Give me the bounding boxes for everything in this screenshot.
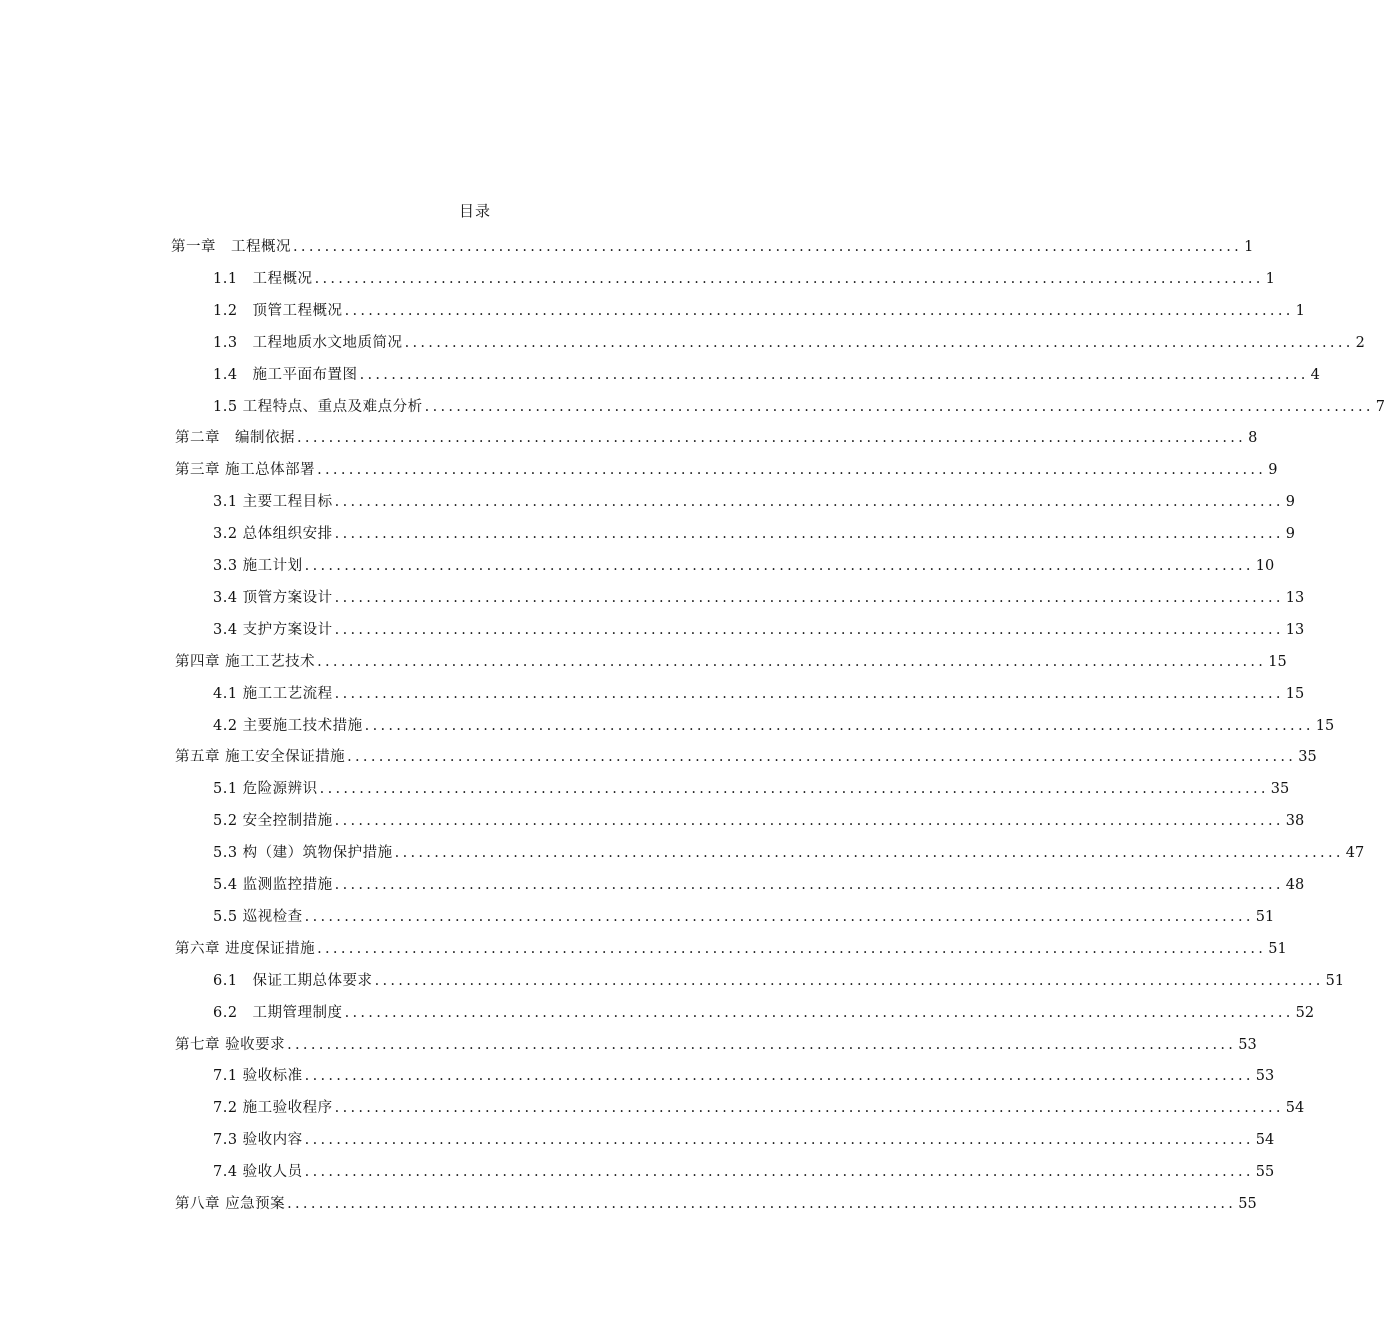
toc-section-entry[interactable] bbox=[213, 867, 1305, 895]
toc-entry-label: 6.1 保证工期总体要求 bbox=[213, 973, 373, 989]
toc-entry-label: 第二章 编制依据 bbox=[175, 430, 295, 446]
toc-page-number: 15 bbox=[1268, 654, 1287, 670]
toc-dot-leader: ........................................................................................................................ bbox=[347, 749, 1297, 765]
toc-page-number: 9 bbox=[1285, 526, 1296, 542]
toc-entry-label: 3.1 主要工程目标 bbox=[213, 494, 333, 510]
toc-page-number: 13 bbox=[1285, 590, 1305, 606]
toc-page-number: 1 bbox=[1295, 303, 1305, 319]
toc-dot-leader: ........................................................................................................................ bbox=[304, 909, 1254, 925]
toc-section-entry[interactable] bbox=[213, 1058, 1275, 1086]
toc-chapter-entry[interactable] bbox=[175, 1186, 1257, 1214]
toc-dot-leader: ........................................................................................................................ bbox=[334, 813, 1284, 829]
toc-chapter-entry[interactable] bbox=[175, 644, 1287, 672]
toc-section-entry[interactable] bbox=[213, 261, 1275, 289]
toc-entry-label: 1.2 顶管工程概况 bbox=[213, 303, 343, 319]
toc-entry-label: 5.5 巡视检查 bbox=[213, 909, 303, 925]
toc-page-number: 48 bbox=[1285, 877, 1305, 893]
toc-section-entry[interactable] bbox=[213, 771, 1290, 799]
toc-entry-label: 第三章 施工总体部署 bbox=[175, 462, 316, 478]
toc-page-number: 54 bbox=[1255, 1132, 1275, 1148]
toc-page-number: 2 bbox=[1355, 335, 1365, 351]
toc-chapter-entry[interactable] bbox=[171, 229, 1254, 257]
toc-dot-leader: ........................................................................................................................ bbox=[404, 335, 1354, 351]
toc-page-number: 8 bbox=[1248, 430, 1258, 446]
toc-entry-label: 5.4 监测监控措施 bbox=[213, 877, 333, 893]
toc-page-number: 51 bbox=[1325, 973, 1345, 989]
toc-dot-leader: ........................................................................................................................ bbox=[374, 973, 1324, 989]
toc-entry-label: 7.2 施工验收程序 bbox=[213, 1100, 333, 1116]
toc-entry-label: 第四章 施工工艺技术 bbox=[175, 654, 316, 670]
toc-dot-leader: ........................................................................................................................ bbox=[334, 877, 1284, 893]
toc-dot-leader: ........................................................................................................................ bbox=[359, 367, 1309, 383]
toc-dot-leader: ........................................................................................................................ bbox=[334, 590, 1284, 606]
toc-section-entry[interactable] bbox=[213, 899, 1275, 927]
toc-dot-leader: ........................................................................................................................ bbox=[317, 462, 1267, 478]
toc-dot-leader: ........................................................................................................................ bbox=[304, 1164, 1254, 1180]
toc-page-number: 1 bbox=[1244, 239, 1254, 255]
toc-page-number: 53 bbox=[1255, 1068, 1275, 1084]
toc-dot-leader: ........................................................................................................................ bbox=[334, 686, 1284, 702]
toc-dot-leader: ........................................................................................................................ bbox=[293, 239, 1243, 255]
toc-entry-label: 7.4 验收人员 bbox=[213, 1164, 303, 1180]
toc-entry-label: 7.3 验收内容 bbox=[213, 1132, 303, 1148]
toc-page-number: 4 bbox=[1310, 367, 1320, 383]
toc-entry-label: 3.2 总体组织安排 bbox=[213, 526, 333, 542]
toc-dot-leader: ........................................................................................................................ bbox=[334, 622, 1284, 638]
toc-dot-leader: ........................................................................................................................ bbox=[304, 1068, 1254, 1084]
toc-dot-leader: ........................................................................................................................ bbox=[334, 526, 1284, 542]
toc-section-entry[interactable] bbox=[213, 1154, 1275, 1182]
toc-dot-leader: ........................................................................................................................ bbox=[287, 1196, 1237, 1212]
toc-entry-label: 1.3 工程地质水文地质简况 bbox=[213, 335, 403, 351]
toc-dot-leader: ........................................................................................................................ bbox=[287, 1037, 1237, 1053]
toc-page-number: 9 bbox=[1285, 494, 1296, 510]
toc-section-entry[interactable] bbox=[213, 357, 1320, 385]
toc-section-entry[interactable] bbox=[213, 995, 1315, 1023]
toc-chapter-entry[interactable] bbox=[175, 1027, 1257, 1055]
toc-entry-label: 第七章 验收要求 bbox=[175, 1037, 286, 1053]
toc-dot-leader: ........................................................................................................................ bbox=[334, 1100, 1284, 1116]
toc-section-entry[interactable] bbox=[213, 293, 1305, 321]
toc-section-entry[interactable] bbox=[213, 676, 1305, 704]
toc-section-entry[interactable] bbox=[213, 835, 1365, 863]
toc-entry-label: 第五章 施工安全保证措施 bbox=[175, 749, 346, 765]
toc-dot-leader: ........................................................................................................................ bbox=[319, 781, 1269, 797]
toc-dot-leader: ........................................................................................................................ bbox=[314, 271, 1264, 287]
toc-page-number: 9 bbox=[1268, 462, 1278, 478]
toc-page-number: 7 bbox=[1375, 399, 1385, 415]
toc-page-number: 35 bbox=[1298, 749, 1317, 765]
toc-chapter-entry[interactable] bbox=[175, 739, 1317, 767]
toc-chapter-entry[interactable] bbox=[175, 452, 1278, 480]
toc-entry-label: 4.2 主要施工技术措施 bbox=[213, 718, 363, 734]
toc-page-number: 55 bbox=[1255, 1164, 1275, 1180]
toc-section-entry[interactable] bbox=[213, 963, 1345, 991]
toc-chapter-entry[interactable] bbox=[175, 931, 1287, 959]
toc-dot-leader: ........................................................................................................................ bbox=[344, 1005, 1294, 1021]
toc-page-number: 15 bbox=[1285, 686, 1305, 702]
toc-dot-leader: ........................................................................................................................ bbox=[304, 558, 1254, 574]
toc-section-entry[interactable] bbox=[213, 389, 1385, 417]
toc-page-number: 47 bbox=[1345, 845, 1365, 861]
toc-page-number: 1 bbox=[1265, 271, 1275, 287]
toc-entry-label: 第八章 应急预案 bbox=[175, 1196, 286, 1212]
toc-page-number: 53 bbox=[1238, 1037, 1257, 1053]
toc-dot-leader: ........................................................................................................................ bbox=[344, 303, 1294, 319]
toc-entry-label: 1.5 工程特点、重点及难点分析 bbox=[213, 399, 423, 415]
toc-page-number: 51 bbox=[1268, 941, 1287, 957]
toc-section-entry[interactable] bbox=[213, 548, 1275, 576]
toc-entry-label: 3.4 顶管方案设计 bbox=[213, 590, 333, 606]
toc-chapter-entry[interactable] bbox=[175, 420, 1258, 448]
toc-entry-label: 4.1 施工工艺流程 bbox=[213, 686, 333, 702]
toc-section-entry[interactable] bbox=[213, 1090, 1305, 1118]
toc-section-entry[interactable] bbox=[213, 580, 1305, 608]
toc-entry-label: 5.2 安全控制措施 bbox=[213, 813, 333, 829]
toc-entry-label: 3.3 施工计划 bbox=[213, 558, 303, 574]
toc-page-number: 51 bbox=[1255, 909, 1275, 925]
toc-section-entry[interactable] bbox=[213, 1122, 1275, 1150]
toc-dot-leader: ........................................................................................................................ bbox=[317, 654, 1267, 670]
toc-section-entry[interactable] bbox=[213, 708, 1335, 736]
toc-page-number: 10 bbox=[1255, 558, 1275, 574]
toc-dot-leader: ........................................................................................................................ bbox=[297, 430, 1247, 446]
toc-page-number: 38 bbox=[1285, 813, 1305, 829]
toc-dot-leader: ........................................................................................................................ bbox=[334, 494, 1284, 510]
toc-page-number: 13 bbox=[1285, 622, 1305, 638]
toc-section-entry[interactable] bbox=[213, 484, 1296, 512]
toc-page-number: 52 bbox=[1295, 1005, 1315, 1021]
toc-page-number: 55 bbox=[1238, 1196, 1257, 1212]
toc-dot-leader: ........................................................................................................................ bbox=[424, 399, 1374, 415]
toc-entry-label: 6.2 工期管理制度 bbox=[213, 1005, 343, 1021]
toc-page-number: 15 bbox=[1315, 718, 1335, 734]
toc-section-entry[interactable] bbox=[213, 612, 1305, 640]
toc-page-number: 35 bbox=[1270, 781, 1290, 797]
toc-entry-label: 1.1 工程概况 bbox=[213, 271, 313, 287]
toc-entry-label: 第六章 进度保证措施 bbox=[175, 941, 316, 957]
toc-entry-label: 3.4 支护方案设计 bbox=[213, 622, 333, 638]
toc-entry-label: 1.4 施工平面布置图 bbox=[213, 367, 358, 383]
toc-section-entry[interactable] bbox=[213, 516, 1296, 544]
toc-entry-label: 7.1 验收标准 bbox=[213, 1068, 303, 1084]
toc-dot-leader: ........................................................................................................................ bbox=[394, 845, 1344, 861]
toc-dot-leader: ........................................................................................................................ bbox=[364, 718, 1314, 734]
toc-entry-label: 第一章 工程概况 bbox=[171, 239, 291, 255]
toc-page-number: 54 bbox=[1285, 1100, 1305, 1116]
toc-section-entry[interactable] bbox=[213, 803, 1305, 831]
toc-entry-label: 5.3 构（建）筑物保护措施 bbox=[213, 845, 393, 861]
toc-section-entry[interactable] bbox=[213, 325, 1365, 353]
toc-entry-label: 5.1 危险源辨识 bbox=[213, 781, 318, 797]
toc-title: 目录 bbox=[458, 202, 491, 220]
toc-dot-leader: ........................................................................................................................ bbox=[317, 941, 1267, 957]
toc-dot-leader: ........................................................................................................................ bbox=[304, 1132, 1254, 1148]
